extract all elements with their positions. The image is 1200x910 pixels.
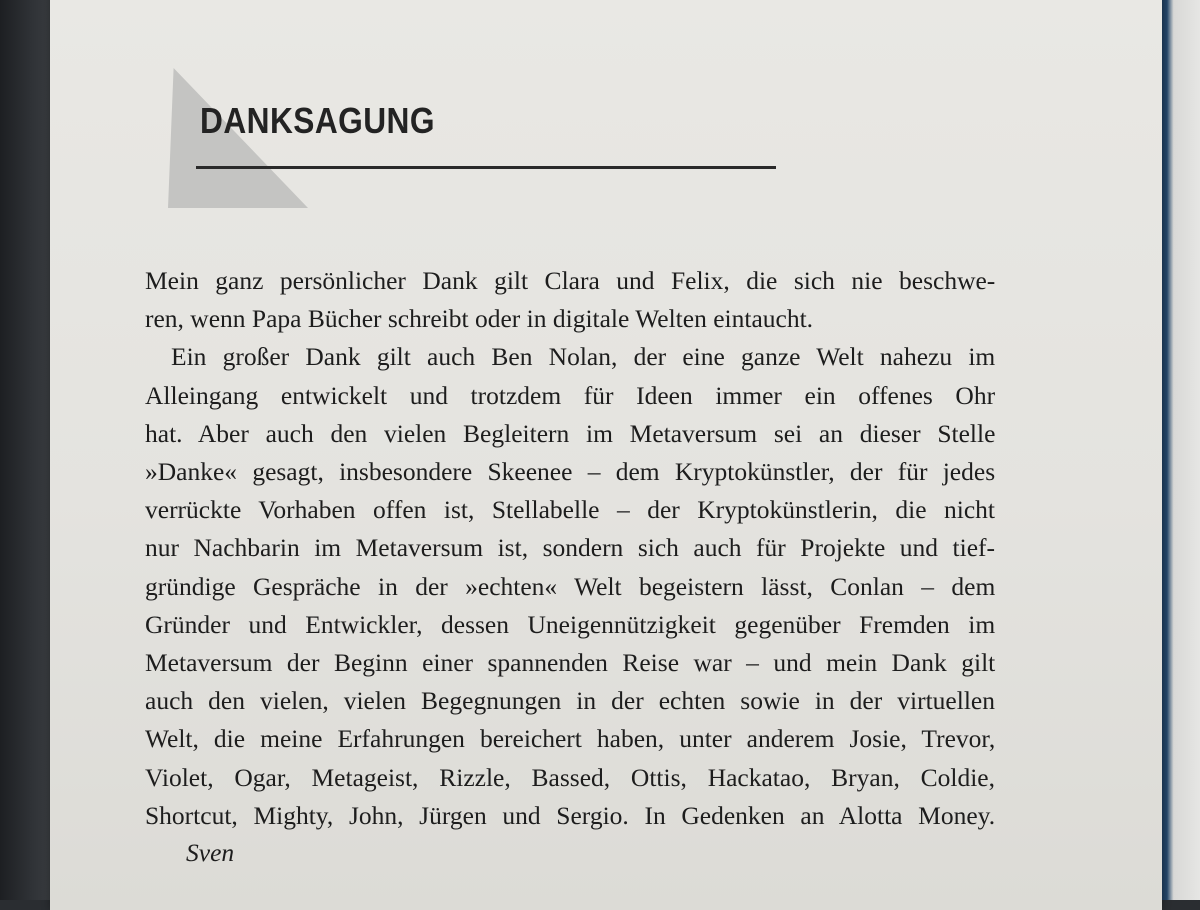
page-heading: DANKSAGUNG <box>200 100 435 141</box>
text-line: verrückte Vorhaben offen ist, Stellabelle – der Kryptokünstlerin, die nicht <box>145 495 995 525</box>
heading-underline <box>196 166 776 169</box>
acknowledgement-text <box>145 262 995 835</box>
text-line: Welt, die meine Erfahrungen bereichert haben, unter anderem Josie, Trevor, <box>145 724 996 754</box>
author-signature: Sven <box>186 838 235 867</box>
text-line: gründige Gespräche in der »echten« Welt begeistern lässt, Conlan – dem <box>145 571 996 601</box>
text-line: Alleingang entwickelt und trotzdem für Ideen immer ein offenes Ohr <box>145 380 996 410</box>
text-line: ren, wenn Papa Bücher schreibt oder in digitale Welten eintaucht. <box>145 304 814 334</box>
text-line: Metaversum der Beginn einer spannenden Reise war – und mein Dank gilt <box>145 648 996 678</box>
book-background-left <box>0 0 52 900</box>
paragraph-1 <box>145 262 995 338</box>
book-cover-right <box>1156 0 1200 900</box>
heading-block <box>168 68 788 208</box>
adjacent-page-edge <box>2 560 16 820</box>
text-line: Gründer und Entwickler, dessen Uneigennützigkeit gegenüber Fremden im <box>145 609 996 639</box>
text-line: »Danke« gesagt, insbesondere Skeenee – dem Kryptokünstler, der für jedes <box>145 457 996 487</box>
text-line: auch den vielen, vielen Begegnungen in der echten sowie in der virtuellen <box>145 686 995 716</box>
text-line: Ein großer Dank gilt auch Ben Nolan, der eine ganze Welt nahezu im <box>171 342 996 372</box>
text-line: Violet, Ogar, Metageist, Rizzle, Bassed, Ottis, Hackatao, Bryan, Coldie, <box>145 762 995 792</box>
paragraph-2 <box>145 338 995 835</box>
text-line: hat. Aber auch den vielen Begleitern im Metaversum sei an dieser Stelle <box>145 418 996 448</box>
text-line: Mein ganz persönlicher Dank gilt Clara und Felix, die sich nie beschwe- <box>145 266 996 295</box>
text-line: nur Nachbarin im Metaversum ist, sondern sich auch für Projekte und tief- <box>145 533 995 563</box>
text-line: Shortcut, Mighty, John, Jürgen und Sergio. In Gedenken an Alotta Money. <box>145 800 996 830</box>
